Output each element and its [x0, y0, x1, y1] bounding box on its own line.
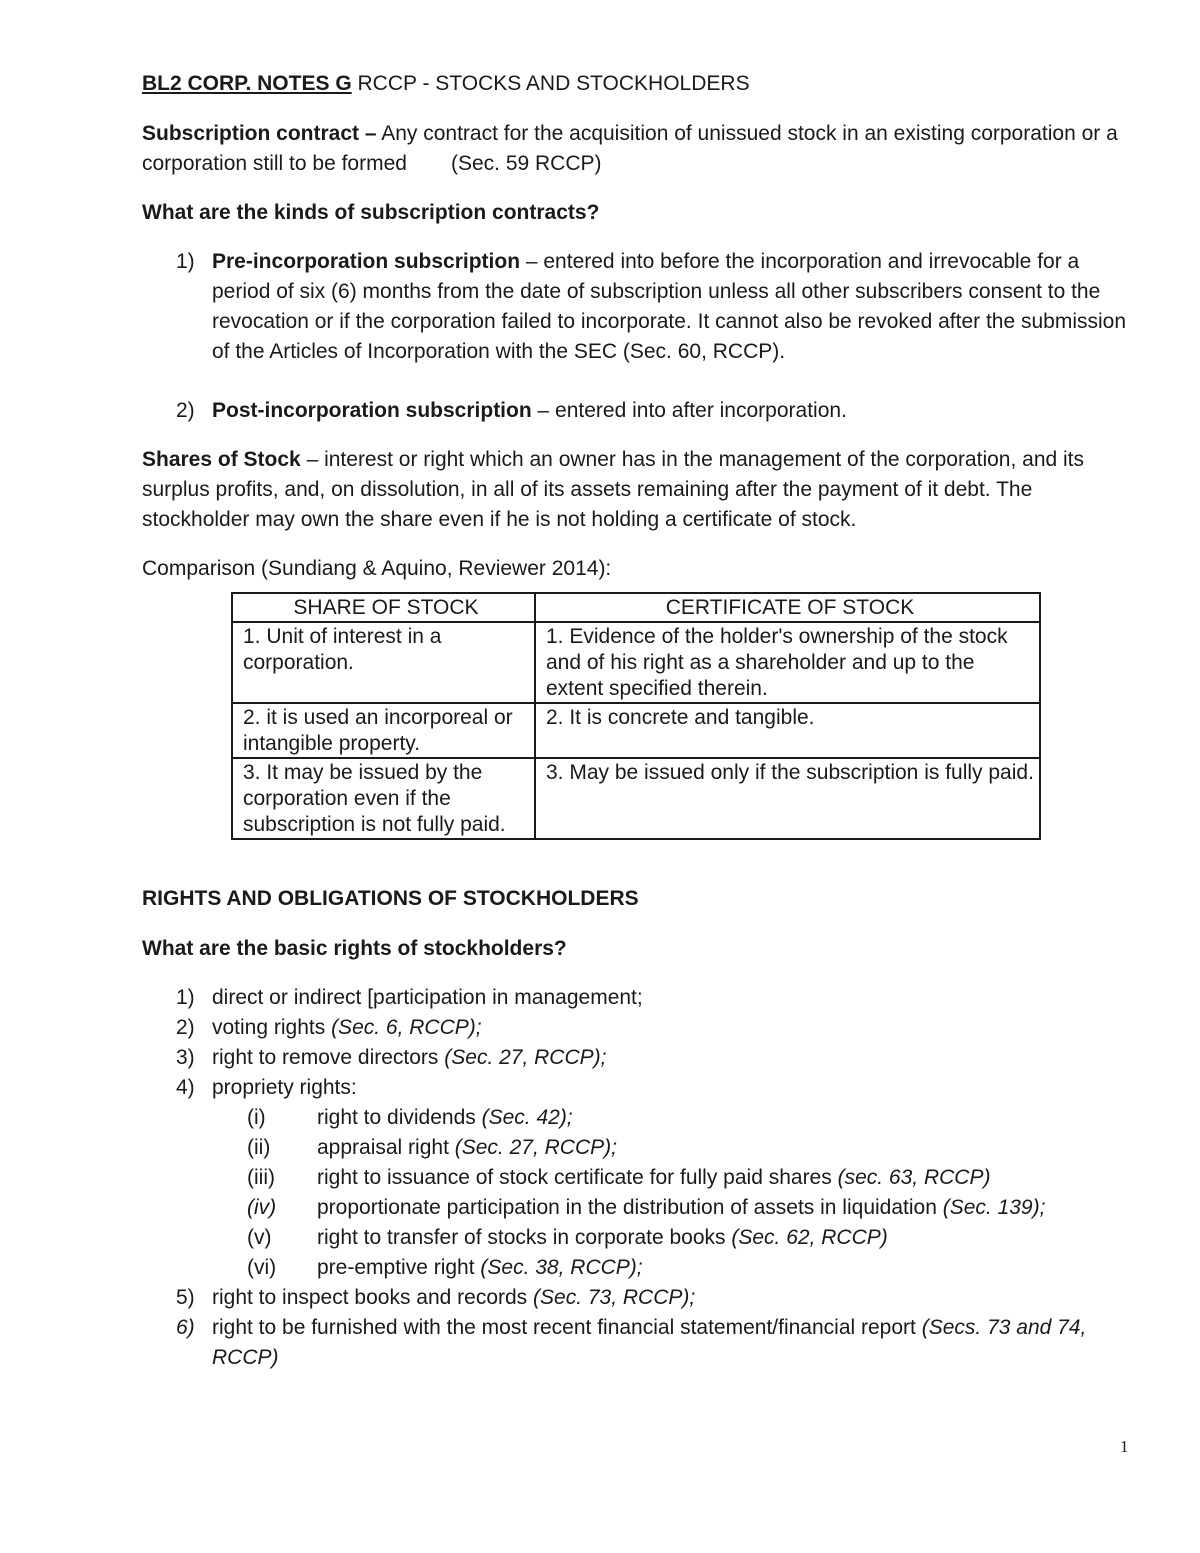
rights-question: What are the basic rights of stockholders?: [142, 937, 567, 960]
sub-list-item: [142, 1133, 1132, 1163]
sub-list-item: [142, 1163, 1132, 1193]
right-cite: (sec. 63, RCCP): [837, 1166, 991, 1189]
list-marker: (i): [247, 1106, 266, 1129]
right-text: right to remove directors: [212, 1046, 445, 1069]
right-cite: (Sec. 27, RCCP);: [454, 1136, 617, 1159]
list-item: [142, 396, 1132, 426]
right-text: voting rights: [212, 1016, 332, 1039]
list-item: [142, 1043, 1132, 1073]
table-header: CERTIFICATE OF STOCK: [535, 593, 1040, 622]
table-header: SHARE OF STOCK: [232, 593, 535, 622]
list-marker: 2): [176, 399, 195, 422]
rights-heading: RIGHTS AND OBLIGATIONS OF STOCKHOLDERS: [142, 887, 639, 910]
subscription-term: Subscription contract –: [142, 122, 377, 145]
table-row: [232, 703, 1040, 758]
kind-text: – entered into before the incorporation and irrevocable for a period of six (6) months from the date of subscription unless all other subscribers consent to the revocation or if the corporation failed to incorporate. It cannot also be revoked after the submission of the Articles of Incorporation with the SEC (Sec. 60, RCCP).: [212, 250, 1127, 363]
shares-definition: [142, 445, 1132, 535]
document-page: [142, 69, 1132, 1373]
list-marker: 4): [176, 1076, 195, 1099]
right-cite: (Secs. 73 and 74, RCCP): [212, 1316, 1087, 1369]
right-cite: (Sec. 6, RCCP);: [331, 1016, 482, 1039]
list-item: [142, 1313, 1132, 1373]
comparison-label: Comparison (Sundiang & Aquino, Reviewer 2014):: [142, 557, 612, 580]
list-marker: (iii): [247, 1166, 275, 1189]
sub-list-item: [142, 1103, 1132, 1133]
list-marker: 1): [176, 250, 195, 273]
table-header-row: [232, 593, 1040, 622]
list-marker: (ii): [247, 1136, 271, 1159]
list-item: [142, 1073, 1132, 1103]
right-text: proportionate participation in the distribution of assets in liquidation: [317, 1196, 943, 1219]
kind-term: Pre-incorporation subscription: [212, 250, 521, 273]
right-text: appraisal right: [317, 1136, 455, 1159]
right-text: right to be furnished with the most recent financial statement/financial report: [212, 1316, 922, 1339]
right-text: direct or indirect [participation in management;: [212, 986, 643, 1009]
sub-list-item: [142, 1253, 1132, 1283]
list-marker: 3): [176, 1046, 195, 1069]
table-row: [232, 758, 1040, 839]
kind-text: – entered into after incorporation.: [531, 399, 847, 422]
right-text: right to issuance of stock certificate for fully paid shares: [317, 1166, 838, 1189]
list-marker: 6): [176, 1316, 195, 1339]
table-cell: 1. Unit of interest in a corporation.: [232, 622, 535, 703]
list-item: [142, 1283, 1132, 1313]
right-cite: (Sec. 73, RCCP);: [533, 1286, 696, 1309]
kind-term: Post-incorporation subscription: [212, 399, 532, 422]
shares-text: – interest or right which an owner has in the management of the corporation, and its surplus profits, and, on dissolution, in all of its assets remaining after the payment of it debt. The stockholder may own the share even if he is not holding a certificate of stock.: [142, 448, 1085, 531]
rights-list: [142, 983, 1132, 1373]
kinds-list: [142, 247, 1132, 426]
list-marker: 5): [176, 1286, 195, 1309]
sub-list-item: [142, 1193, 1132, 1223]
table-cell: 3. May be issued only if the subscription is fully paid.: [535, 758, 1040, 839]
right-text: right to dividends: [317, 1106, 482, 1129]
title-rest: RCCP - STOCKS AND STOCKHOLDERS: [351, 72, 750, 95]
right-text: right to transfer of stocks in corporate books: [317, 1226, 732, 1249]
page-number: 1: [1120, 1437, 1129, 1456]
subscription-definition: [142, 119, 1132, 179]
list-marker: (iv): [247, 1196, 277, 1219]
right-cite: (Sec. 42);: [481, 1106, 573, 1129]
list-item: [142, 983, 1132, 1013]
list-marker: (v): [247, 1226, 272, 1249]
table-cell: 3. It may be issued by the corporation even if the subscription is not fully paid.: [232, 758, 535, 839]
right-text: propriety rights:: [212, 1076, 357, 1099]
sub-list-item: [142, 1223, 1132, 1253]
right-cite: (Sec. 27, RCCP);: [444, 1046, 607, 1069]
table-cell: 2. it is used an incorporeal or intangible property.: [232, 703, 535, 758]
list-marker: 1): [176, 986, 195, 1009]
right-cite: (Sec. 139);: [942, 1196, 1046, 1219]
right-cite: (Sec. 62, RCCP): [731, 1226, 888, 1249]
kinds-question: What are the kinds of subscription contracts?: [142, 201, 600, 224]
comparison-table: [231, 592, 1041, 840]
list-item: [142, 1013, 1132, 1043]
list-marker: (vi): [247, 1256, 277, 1279]
shares-term: Shares of Stock: [142, 448, 301, 471]
list-marker: 2): [176, 1016, 195, 1039]
title-underlined: BL2 CORP. NOTES G: [142, 72, 352, 95]
table-row: [232, 622, 1040, 703]
subscription-cite: (Sec. 59 RCCP): [450, 152, 602, 175]
right-cite: (Sec. 38, RCCP);: [480, 1256, 643, 1279]
list-item: [142, 247, 1132, 367]
subscription-def: Any contract for the acquisition of unissued stock in an existing corporation or a corporation still to be formed: [142, 122, 1118, 175]
table-cell: 2. It is concrete and tangible.: [535, 703, 1040, 758]
document-title: [142, 69, 1132, 99]
right-text: right to inspect books and records: [212, 1286, 534, 1309]
table-cell: 1. Evidence of the holder's ownership of the stock and of his right as a shareholder and up to the extent specified therein.: [535, 622, 1040, 703]
right-text: pre-emptive right: [317, 1256, 481, 1279]
